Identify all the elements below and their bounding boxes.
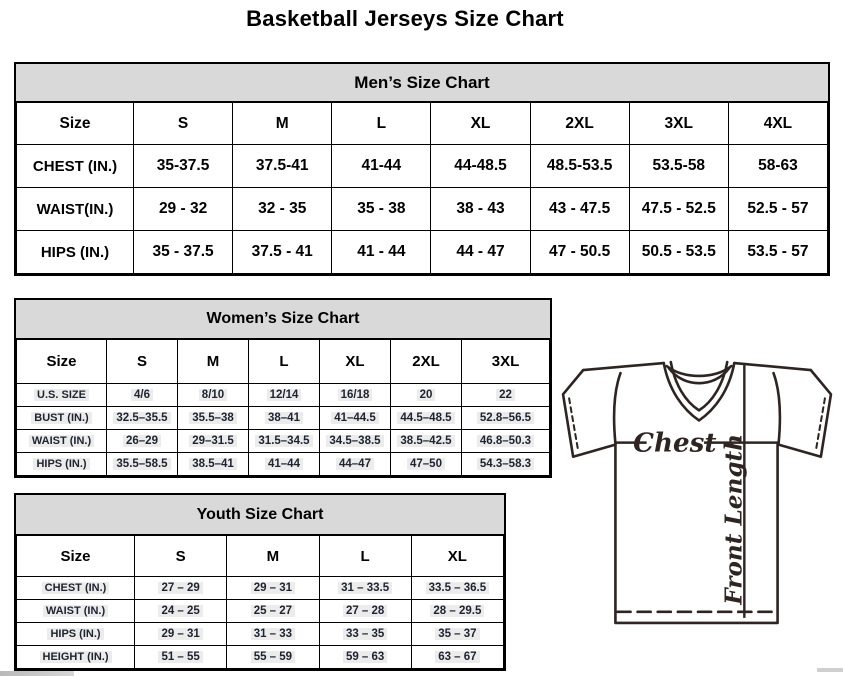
size-value: 35-37.5 [156, 157, 210, 174]
size-value-cell [249, 430, 320, 453]
row-label-text: CHEST (IN.) [42, 582, 110, 594]
size-value: 25 – 27 [251, 605, 295, 617]
size-value: 16/18 [338, 389, 373, 401]
size-value-cell [134, 188, 233, 231]
size-value-cell [107, 384, 178, 407]
size-value: 59 – 63 [343, 651, 387, 663]
size-value: 35.5–58.5 [113, 458, 170, 470]
size-value-cell [319, 577, 411, 600]
size-value-cell [320, 384, 391, 407]
size-value: 41 - 44 [357, 243, 406, 260]
size-value: 46.8–50.3 [477, 435, 534, 447]
size-value: 29 – 31 [158, 628, 202, 640]
size-value-cell [227, 623, 319, 646]
size-value-cell [227, 577, 319, 600]
size-value: 58-63 [758, 157, 798, 174]
table-row [17, 453, 550, 476]
mens-chart-title: Men’s Size Chart [16, 64, 828, 102]
size-value: 43 - 47.5 [549, 200, 611, 217]
row-label [17, 453, 107, 476]
table-row [17, 623, 504, 646]
row-label [17, 600, 135, 623]
row-label-text: HIPS (IN.) [33, 458, 89, 470]
column-header: L [332, 103, 431, 145]
size-value: 47–50 [407, 458, 445, 470]
size-value-cell [107, 453, 178, 476]
size-value: 63 – 67 [435, 651, 479, 663]
column-header: 3XL [629, 103, 728, 145]
row-label [17, 623, 135, 646]
chest-label: Chest [633, 427, 717, 459]
column-header: Size [17, 536, 135, 577]
size-value: 29 - 32 [158, 200, 208, 217]
row-label-text: WAIST(IN.) [36, 200, 114, 218]
size-value: 24 – 25 [158, 605, 202, 617]
size-value-cell [233, 231, 332, 274]
column-header: Size [17, 103, 134, 145]
column-header: M [227, 536, 319, 577]
column-header: XL [431, 103, 530, 145]
womens-size-table [16, 339, 550, 476]
size-value: 53.5 - 57 [747, 243, 809, 260]
mens-size-table [16, 102, 828, 274]
size-value: 20 [417, 389, 436, 401]
size-value-cell [107, 430, 178, 453]
size-value-cell [332, 145, 431, 188]
size-value: 37.5-41 [255, 157, 309, 174]
size-value-cell [227, 600, 319, 623]
size-value: 44-48.5 [454, 157, 507, 174]
size-value: 38–41 [265, 412, 303, 424]
size-value-cell [135, 646, 227, 669]
size-value: 31 – 33 [251, 628, 295, 640]
column-header-row [17, 536, 504, 577]
size-value-cell [233, 145, 332, 188]
size-value: 26–29 [123, 435, 161, 447]
size-value-cell [411, 577, 503, 600]
size-value: 48.5-53.5 [546, 157, 613, 174]
size-value-cell [320, 407, 391, 430]
size-value: 55 – 59 [251, 651, 295, 663]
column-header-row [17, 340, 550, 384]
column-header: Size [17, 340, 107, 384]
jersey-outline [563, 362, 831, 623]
size-value-cell [249, 407, 320, 430]
size-value: 8/10 [199, 389, 227, 401]
size-value-cell [728, 145, 827, 188]
size-value: 32 - 35 [258, 200, 307, 217]
size-value: 28 – 29.5 [430, 605, 484, 617]
size-value: 29 – 31 [251, 582, 295, 594]
column-header: 2XL [391, 340, 462, 384]
size-value-cell [431, 231, 530, 274]
column-header: 3XL [462, 340, 550, 384]
table-row [17, 145, 828, 188]
size-value-cell [178, 384, 249, 407]
womens-chart-title: Women’s Size Chart [16, 300, 550, 339]
size-value-cell [391, 453, 462, 476]
column-header: S [107, 340, 178, 384]
size-value: 47 - 50.5 [549, 243, 611, 260]
size-value-cell [411, 600, 503, 623]
column-header: L [249, 340, 320, 384]
size-value: 31.5–34.5 [255, 435, 312, 447]
size-value: 54.3–58.3 [477, 458, 534, 470]
size-value-cell [629, 145, 728, 188]
table-row [17, 384, 550, 407]
column-header: 4XL [728, 103, 827, 145]
size-value-cell [135, 577, 227, 600]
size-value: 41–44.5 [331, 412, 379, 424]
size-value-cell [411, 646, 503, 669]
size-value-cell [135, 623, 227, 646]
size-value: 33.5 – 36.5 [426, 582, 490, 594]
size-value-cell [629, 188, 728, 231]
row-label [17, 231, 134, 274]
size-value: 41-44 [361, 157, 402, 174]
jersey-diagram-svg [556, 360, 838, 630]
column-header: M [178, 340, 249, 384]
column-header: S [134, 103, 233, 145]
size-value-cell [462, 407, 550, 430]
size-value: 27 – 28 [343, 605, 387, 617]
size-value: 31 – 33.5 [338, 582, 392, 594]
size-value-cell [431, 145, 530, 188]
size-value-cell [530, 188, 629, 231]
column-header: XL [411, 536, 503, 577]
row-label-text: HIPS (IN.) [40, 243, 110, 261]
size-value-cell [249, 453, 320, 476]
size-value: 44.5–48.5 [397, 412, 454, 424]
table-row [17, 577, 504, 600]
size-value: 51 – 55 [158, 651, 202, 663]
measurement-lines [615, 365, 777, 618]
page-title: Basketball Jerseys Size Chart [246, 6, 564, 31]
column-header: L [319, 536, 411, 577]
size-value-cell [391, 407, 462, 430]
size-value: 35 – 37 [435, 628, 479, 640]
row-label [17, 188, 134, 231]
column-header: M [233, 103, 332, 145]
row-label-text: WAIST (IN.) [43, 605, 108, 617]
row-label [17, 577, 135, 600]
youth-size-table [16, 535, 504, 669]
size-value: 35.5–38 [189, 412, 237, 424]
size-value-cell [107, 407, 178, 430]
size-value: 4/6 [131, 389, 153, 401]
row-label [17, 646, 135, 669]
youth-chart-title: Youth Size Chart [16, 495, 504, 535]
size-value-cell [178, 407, 249, 430]
size-value: 33 – 35 [343, 628, 387, 640]
size-value: 32.5–35.5 [113, 412, 170, 424]
size-value-cell [728, 188, 827, 231]
size-value: 38.5–42.5 [397, 435, 454, 447]
row-label-text: WAIST (IN.) [29, 435, 94, 447]
size-value-cell [320, 430, 391, 453]
size-value-cell [233, 188, 332, 231]
size-value-cell [462, 453, 550, 476]
size-value-cell [178, 453, 249, 476]
size-value: 35 - 37.5 [152, 243, 214, 260]
size-value-cell [431, 188, 530, 231]
size-value: 34.5–38.5 [326, 435, 383, 447]
table-row [17, 407, 550, 430]
size-value: 44–47 [336, 458, 374, 470]
size-value: 50.5 - 53.5 [641, 243, 716, 260]
table-row [17, 600, 504, 623]
row-label [17, 384, 107, 407]
size-value-cell [135, 600, 227, 623]
size-value-cell [134, 145, 233, 188]
size-value: 41–44 [265, 458, 303, 470]
size-value-cell [320, 453, 391, 476]
front-length-label: Front Length [720, 433, 748, 605]
size-value: 47.5 - 52.5 [641, 200, 716, 217]
column-header: XL [320, 340, 391, 384]
scrollbar-artifact-right [817, 668, 843, 672]
size-value-cell [629, 231, 728, 274]
size-value: 37.5 - 41 [251, 243, 313, 260]
size-value-cell [462, 384, 550, 407]
table-row [17, 646, 504, 669]
size-value-cell [530, 145, 629, 188]
size-value: 35 - 38 [357, 200, 406, 217]
size-value-cell [134, 231, 233, 274]
size-value: 53.5-58 [652, 157, 706, 174]
size-value: 44 - 47 [456, 243, 505, 260]
row-label-text: U.S. SIZE [34, 389, 89, 401]
row-label-text: CHEST (IN.) [32, 157, 118, 175]
table-row [17, 231, 828, 274]
scrollbar-artifact-left [0, 671, 74, 676]
column-header: 2XL [530, 103, 629, 145]
size-value: 38.5–41 [189, 458, 237, 470]
size-value-cell [391, 384, 462, 407]
size-value-cell [249, 384, 320, 407]
size-value: 12/14 [267, 389, 302, 401]
size-value-cell [411, 623, 503, 646]
size-value-cell [178, 430, 249, 453]
size-value-cell [319, 646, 411, 669]
row-label [17, 430, 107, 453]
size-value: 29–31.5 [189, 435, 237, 447]
size-value: 22 [496, 389, 515, 401]
size-value: 27 – 29 [158, 582, 202, 594]
size-value-cell [462, 430, 550, 453]
size-value-cell [227, 646, 319, 669]
mens-size-chart [14, 62, 830, 276]
row-label-text: HIPS (IN.) [47, 628, 103, 640]
row-label-text: BUST (IN.) [31, 412, 91, 424]
row-label-text: HEIGHT (IN.) [40, 651, 112, 663]
column-header-row [17, 103, 828, 145]
size-value: 52.5 - 57 [747, 200, 809, 217]
size-value-cell [319, 600, 411, 623]
size-value-cell [319, 623, 411, 646]
table-row [17, 188, 828, 231]
row-label [17, 145, 134, 188]
size-value-cell [728, 231, 827, 274]
size-value: 52.8–56.5 [477, 412, 534, 424]
row-label [17, 407, 107, 430]
jersey-measurement-diagram [556, 360, 838, 630]
size-value-cell [332, 231, 431, 274]
size-value-cell [530, 231, 629, 274]
size-value-cell [332, 188, 431, 231]
womens-size-chart [14, 298, 552, 478]
youth-size-chart [14, 493, 506, 671]
table-row [17, 430, 550, 453]
size-value-cell [391, 430, 462, 453]
column-header: S [135, 536, 227, 577]
size-value: 38 - 43 [456, 200, 505, 217]
